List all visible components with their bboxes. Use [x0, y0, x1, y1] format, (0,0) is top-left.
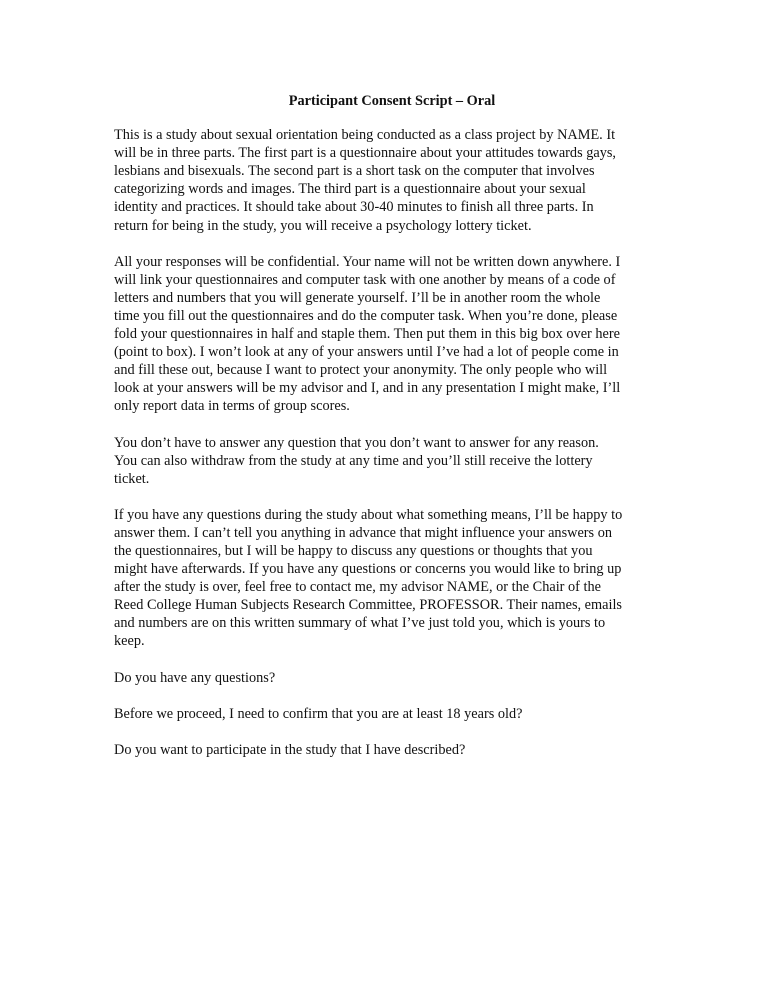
text-line: All your responses will be confidential. Your name will not be written down anywhere. I	[114, 253, 621, 270]
text-line: answer them. I can’t tell you anything in advance that might influence your answers on	[114, 524, 612, 541]
text-line: (point to box). I won’t look at any of your answers until I’ve had a lot of people come in	[114, 344, 619, 361]
text-line: Before we proceed, I need to confirm that you are at least 18 years old?	[114, 705, 523, 722]
text-line: and numbers are on this written summary of what I’ve just told you, which is yours to	[114, 615, 606, 632]
text-line: time you fill out the questionnaires and do the computer task. When you’re done, please	[114, 307, 618, 324]
text-line: and fill these out, because I want to protect your anonymity. The only people who will	[114, 362, 608, 379]
paragraph-age-confirmation	[114, 705, 662, 723]
text-line: will link your questionnaires and computer task with one another by means of a code of	[114, 271, 616, 288]
text-line: ticket.	[114, 470, 150, 487]
text-line: Do you want to participate in the study that I have described?	[114, 741, 466, 758]
paragraph-questions-contact	[114, 506, 662, 651]
text-line: lesbians and bisexuals. The second part is a short task on the computer that involves	[114, 163, 595, 180]
text-line: This is a study about sexual orientation being conducted as a class project by NAME. It	[114, 127, 616, 144]
text-line: letters and numbers that you will generate yourself. I’ll be in another room the whole	[114, 289, 601, 306]
text-line: keep.	[114, 633, 145, 650]
text-line: identity and practices. It should take about 30-40 minutes to finish all three parts. In	[114, 199, 594, 216]
paragraph-participation-consent	[114, 741, 662, 759]
text-line: look at your answers will be my advisor and I, and in any presentation I might make, I’ll	[114, 380, 621, 397]
document-body	[114, 92, 662, 777]
text-line: categorizing words and images. The third part is a questionnaire about your sexual	[114, 181, 586, 198]
paragraph-any-questions	[114, 669, 662, 687]
text-line: Do you have any questions?	[114, 669, 276, 686]
text-line: You can also withdraw from the study at any time and you’ll still receive the lottery	[114, 452, 593, 469]
paragraph-withdrawal	[114, 434, 662, 488]
paragraph-study-description	[114, 126, 662, 235]
text-line: You don’t have to answer any question that you don’t want to answer for any reason.	[114, 434, 599, 451]
text-line: fold your questionnaires in half and staple them. Then put them in this big box over here	[114, 326, 620, 343]
text-line: Reed College Human Subjects Research Committee, PROFESSOR. Their names, emails	[114, 597, 623, 614]
text-line: If you have any questions during the study about what something means, I’ll be happy to	[114, 506, 623, 523]
document-title: Participant Consent Script – Oral	[288, 93, 496, 109]
text-line: might have afterwards. If you have any questions or concerns you would like to bring up	[114, 561, 622, 578]
text-line: will be in three parts. The first part is a questionnaire about your attitudes towards gays,	[114, 145, 616, 162]
text-line: return for being in the study, you will receive a psychology lottery ticket.	[114, 217, 532, 234]
text-line: after the study is over, feel free to contact me, my advisor NAME, or the Chair of the	[114, 579, 601, 596]
text-line: only report data in terms of group scores.	[114, 398, 350, 415]
paragraph-confidentiality	[114, 253, 662, 416]
text-line: the questionnaires, but I will be happy to discuss any questions or thoughts that you	[114, 542, 593, 559]
